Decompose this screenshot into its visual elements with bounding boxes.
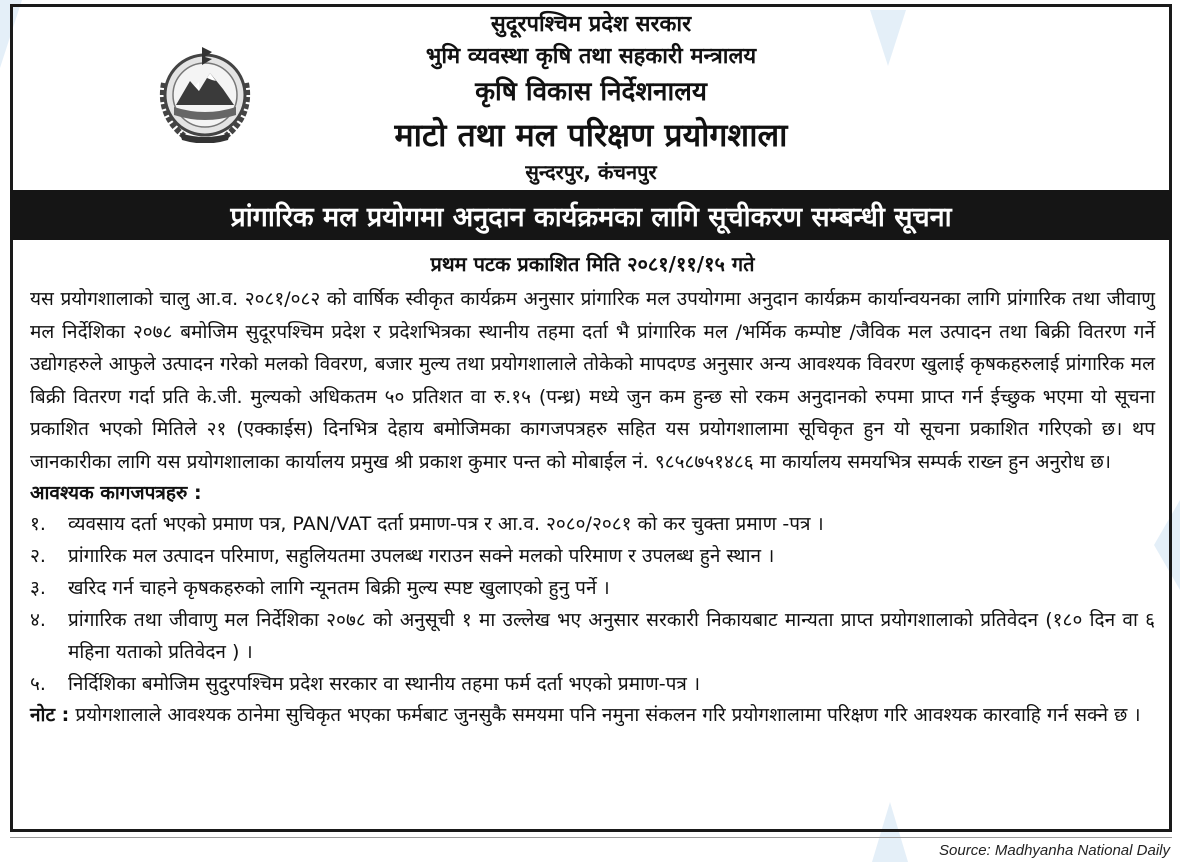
- office-address: सुन्दरपुर, कंचनपुर: [525, 160, 657, 184]
- footer-divider: [10, 837, 1172, 838]
- list-item-text: खरिद गर्न चाहने कृषकहरुको लागि न्यूनतम बिक्री मुल्य स्पष्ट खुलाएको हुनु पर्ने ।: [68, 577, 610, 599]
- list-item-number: ३.: [30, 577, 46, 599]
- list-item: [30, 668, 1155, 700]
- list-item: [30, 540, 1155, 572]
- list-item: [30, 508, 1155, 540]
- note: [30, 700, 1155, 730]
- source-credit: Source: Madhyanha National Daily: [939, 842, 1170, 859]
- letterhead: [10, 4, 1172, 192]
- publish-date-line: प्रथम पटक प्रकाशित मिति २०८१/११/१५ गते: [430, 252, 755, 276]
- notice-title-banner: [10, 190, 1172, 240]
- list-item-text: व्यवसाय दर्ता भएको प्रमाण पत्र, PAN/VAT दर्ता प्रमाण-पत्र र आ.व. २०८०/२०८१ को कर चुक्ता प्रमाण -पत्र ।: [68, 513, 824, 535]
- list-item-number: ४.: [30, 609, 46, 631]
- note-label: नोट :: [30, 704, 70, 726]
- list-item: [30, 572, 1155, 604]
- laboratory-name: माटो तथा मल परिक्षण प्रयोगशाला: [394, 116, 788, 154]
- list-item: [30, 604, 1155, 668]
- list-item-text: निर्दिशिका बमोजिम सुदुरपश्चिम प्रदेश सरकार वा स्थानीय तहमा फर्म दर्ता भएको प्रमाण-पत्र ।: [68, 673, 701, 695]
- list-item-text: प्रांगारिक मल उत्पादन परिमाण, सहुलियतमा उपलब्ध गराउन सक्ने मलको परिमाण र उपलब्ध हुने स्थान ।: [68, 545, 775, 567]
- directorate-name: कृषि विकास निर्देशनालय: [475, 77, 707, 107]
- government-name: सुदूरपश्चिम प्रदेश सरकार: [490, 12, 692, 37]
- notice-title: प्रांगारिक मल प्रयोगमा अनुदान कार्यक्रमका लागि सूचीकरण सम्बन्धी सूचना: [230, 201, 952, 233]
- list-item-number: १.: [30, 513, 46, 535]
- list-item-number: २.: [30, 545, 46, 567]
- note-text: प्रयोगशालाले आवश्यक ठानेमा सुचिकृत भएका फर्मबाट जुनसुकै समयमा पनि नमुना संकलन गरि प्रयोगशालामा परिक्षण गरि आवश्यक कारवाहि गर्न सक्ने छ ।: [75, 704, 1141, 726]
- required-documents-heading: आवश्यक कागजपत्रहरु :: [30, 482, 202, 504]
- required-documents-list: [30, 508, 1155, 700]
- list-item-number: ५.: [30, 673, 46, 695]
- notice-paragraph: यस प्रयोगशालाको चालु आ.व. २०८१/०८२ को वार्षिक स्वीकृत कार्यक्रम अनुसार प्रांगारिक मल उपयोगमा अनुदान कार्यक्रम कार्यान्वयनका लागि प्रांगारिक तथा जीवाणु मल निर्देशिका २०७८ बमोजिम सुदूरपश्चिम प्रदेश र प्रदेशभित्रका स्थानीय तहमा दर्ता भै प्रांगारिक मल /भर्मिक कम्पोष्ट /जैविक मल उत्पादन तथा बिक्री वितरण गर्ने उद्योगहरुले आफुले उत्पादन गरेको मलको विवरण, बजार मुल्य तथा प्रयोगशालाले तोकेको मापदण्ड अनुसार अन्य आवश्यक विवरण खुलाई कृषकहरुलाई प्रांगारिक मल बिक्री वितरण गर्दा प्रति के.जी. मुल्यको अधिकतम ५० प्रतिशत वा रु.१५ (पन्ध्र) मध्ये जुन कम हुन्छ सो रकम अनुदानको रुपमा प्राप्त गर्न ईच्छुक भएमा यो सूचना प्रकाशित भएको मितिले २१ (एक्काईस) दिनभित्र देहाय बमोजिमका कागजपत्रहरु सहित यस प्रयोगशालामा सूचिकृत हुन यो सूचना प्रकाशित गरिएको छ। थप जानकारीका लागि यस प्रयोगशालाका कार्यालय प्रमुख श्री प्रकाश कुमार पन्त को मोबाईल नं. ९८५८७५१४८६ मा कार्यालय समयभित्र सम्पर्क राख्न हुन अनुरोध छ।: [30, 288, 1155, 473]
- list-item-text: प्रांगारिक तथा जीवाणु मल निर्देशिका २०७८ को अनुसूची १ मा उल्लेख भए अनुसार सरकारी निकायबाट मान्यता प्राप्त प्रयोगशालाको प्रतिवेदन (१८० दिन वा ६ महिना यताको प्रतिवेदन ) ।: [68, 609, 1155, 663]
- ministry-name: भुमि व्यवस्था कृषि तथा सहकारी मन्त्रालय: [425, 44, 757, 69]
- notice-body: [10, 240, 1172, 832]
